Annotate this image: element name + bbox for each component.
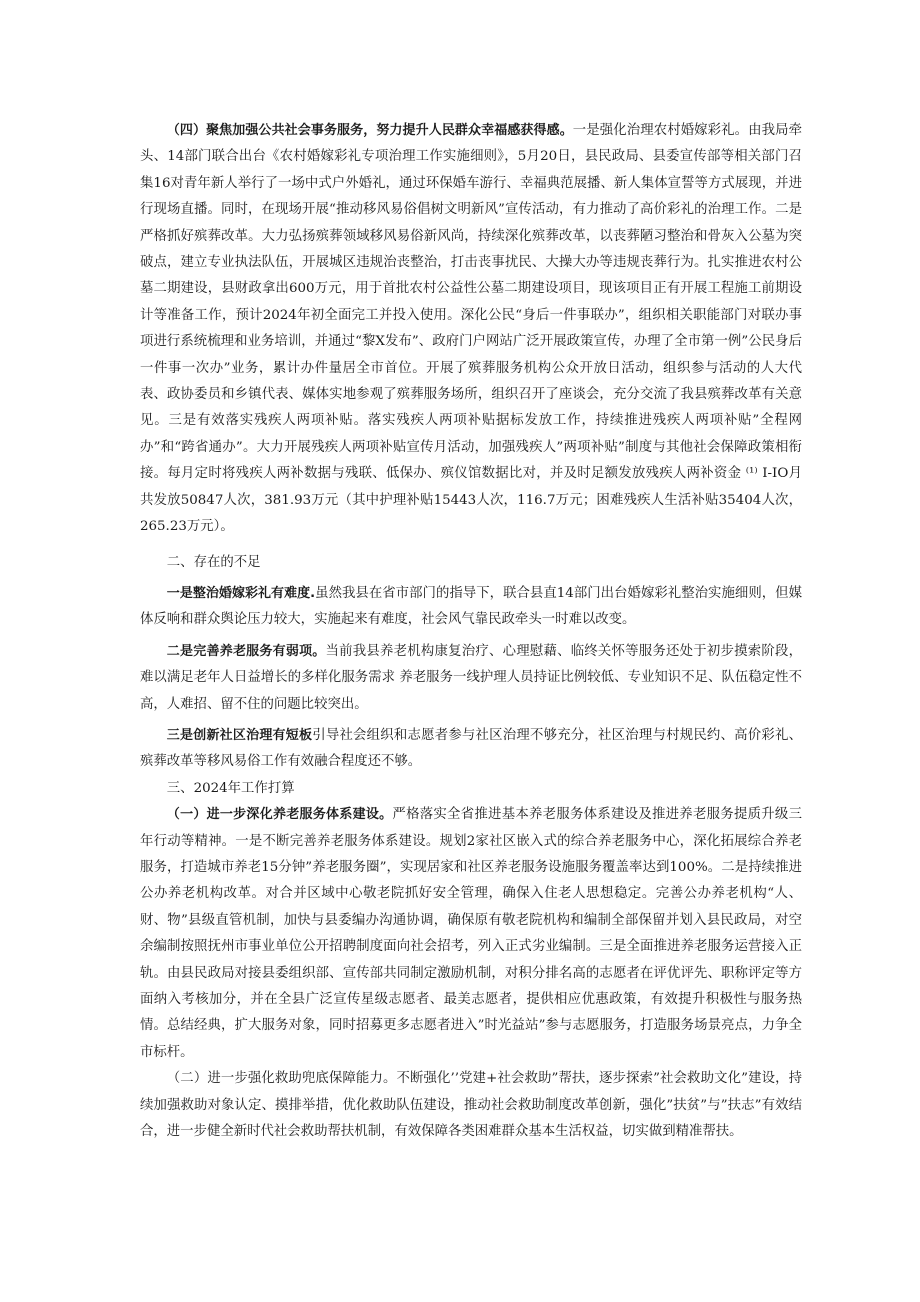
section-heading-2024-plan: 三、2024年工作打算 [166,780,295,796]
paragraph-body: 不断强化’’党建+社会救助”帮扶，逐步探索”社会救助文化”建设，持续加强救助对象认定、摸排举措，优化救助队伍建设，推动社会救助制度改革创新，强化”扶贫”与”扶志”有效结合，进一步健全新时代社会救助帮扶机制，有效保障各类困难群众基本生活权益，切实做到精准帮扶。 [140,1071,802,1140]
paragraph-lead: 一是整治婚嫁彩礼有难度. [166,585,316,601]
paragraph-social-assistance [140,1066,802,1145]
paragraph-body: 当前我县养老机构康复治疗、心理慰藉、临终关怀等服务还处于初步摸索阶段，难以满足老年人日益增长的多样化服务需求 养老服务一线护理人员持证比例较低、专业知识不足、队伍稳定性不高，人难招、留不住的问题比较突出。 [140,643,802,712]
paragraph-lead: （二）进一步强化救助兜底保障能力。 [166,1071,397,1087]
paragraph-elderly-care [140,639,802,718]
document-page [140,118,802,1145]
paragraph-lead: （一）进一步深化养老服务体系建设。 [166,807,393,823]
paragraph-elderly-system [140,802,802,1066]
section-heading-shortcomings: 二、存在的不足 [166,554,261,570]
paragraph-community-governance [140,723,802,776]
paragraph-lead: （四）聚焦加强公共社会事务服务，努力提升人民群众幸福感获得感。 [166,123,573,138]
paragraph-wedding-gifts [140,581,802,634]
paragraph-lead: 三是创新社区治理有短板 [166,727,313,743]
paragraph-body: 引导社会组织和志愿者参与社区治理不够充分，社区治理与村规民约、高价彩礼、殡葬改革等移风易俗工作有效融合程度还不够。 [140,727,802,770]
paragraph-body: 严格落实全省推进基本养老服务体系建设及推进养老服务提质升级三年行动等精神。一是不断完善养老服务体系建设。规划2家社区嵌入式的综合养老服务中心，深化拓展综合养老服务，打造城市养老15分钟”养老服务圈”，实现居家和社区养老服务设施服务覆盖率达到100%。二是持续推进公办养老机构改革。对合并区域中心敬老院抓好安全管理，确保入住老人思想稳定。完善公办养老机构“人、财、物”县级直管机制，加快与县委编办沟通协调，确保原有敬老院机构和编制全部保留并划入县民政局，对空余编制按照抚州市事业单位公开招聘制度面向社会招考，列入正式劣业编制。三是全面推进养老服务运营接入正轨。由县民政局对接县委组织部、宣传部共同制定激励机制，对积分排名高的志愿者在评优评先、职称评定等方面纳入考核加分，并在全县广泛宣传星级志愿者、最美志愿者，提供相应优惠政策，有效提升积极性与服务热情。总结经典，扩大服务对象，同时招募更多志愿者进入”时光益站”参与志愿服务，打造服务场景亮点，力争全市标杆。 [140,807,802,1060]
paragraph-social-affairs [140,118,802,541]
paragraph-lead: 二是完善养老服务有弱项。 [166,643,326,659]
paragraph-body: 一是强化治理农村婚嫁彩礼。由我局牵头、14部门联合出台《农村婚嫁彩礼专项治理工作实施细则》，5月20日，县民政局、县委宣传部等相关部门召集16对青年新人举行了一场中式户外婚礼，通过环保婚车游行、幸福典范展播、新人集体宣誓等方式展现，并进行现场直播。同时，在现场开展“推动移风易俗倡树文明新风”宣传活动，有力推动了高价彩礼的治理工作。二是严格抓好殡葬改革。大力弘扬殡葬领域移风易俗新风尚，持续深化殡葬改革，以丧葬陋习整治和骨灰入公墓为突破点，建立专业执法队伍，开展城区违规治丧整治，打击丧事扰民、大操大办等违规丧葬行为。扎实推进农村公墓二期建设，县财政拿出600万元，用于首批农村公益性公墓二期建设项目，现该项目正有开展工程施工前期设计等准备工作，预计2024年初全面完工并投入使用。深化公民“身后一件事联办”，组织相关职能部门对联办事项进行系统梳理和业务培训，并通过“黎X发布”、政府门户网站广泛开展政策宣传，办理了全市第一例”公民身后一件事一次办”业务，累计办件量居全市首位。开展了殡葬服务机构公众开放日活动，组织参与活动的人大代表、政协委员和乡镇代表、媒体实地参观了殡葬服务场所，组织召开了座谈会，充分交流了我县殡葬改革有关意见。三是有效落实残疾人两项补贴。落实残疾人两项补贴据标发放工作，持续推进残疾人两项补贴”全程网办”和“跨省通办”。大力开展残疾人两项补贴宣传月活动，加强残疾人”两项补贴”制度与其他社会保障政策相衔接。每月定时将残疾人两补数据与残联、低保办、殡仪馆数据比对，并及时足额发放残疾人两补资金 ⁽¹⁾ I-IO月共发放50847人次，381.93万元（其中护理补贴15443人次，116.7万元；困难残疾人生活补贴35404人次，265.23万元）。 [140,123,802,535]
paragraph-body: 虽然我县在省市部门的指导下，联合县直14部门出台婚嫁彩礼整治实施细则，但媒体反响和群众舆论压力较大，实施起来有难度，社会风气靠民政牵头一时难以改变。 [140,585,802,628]
